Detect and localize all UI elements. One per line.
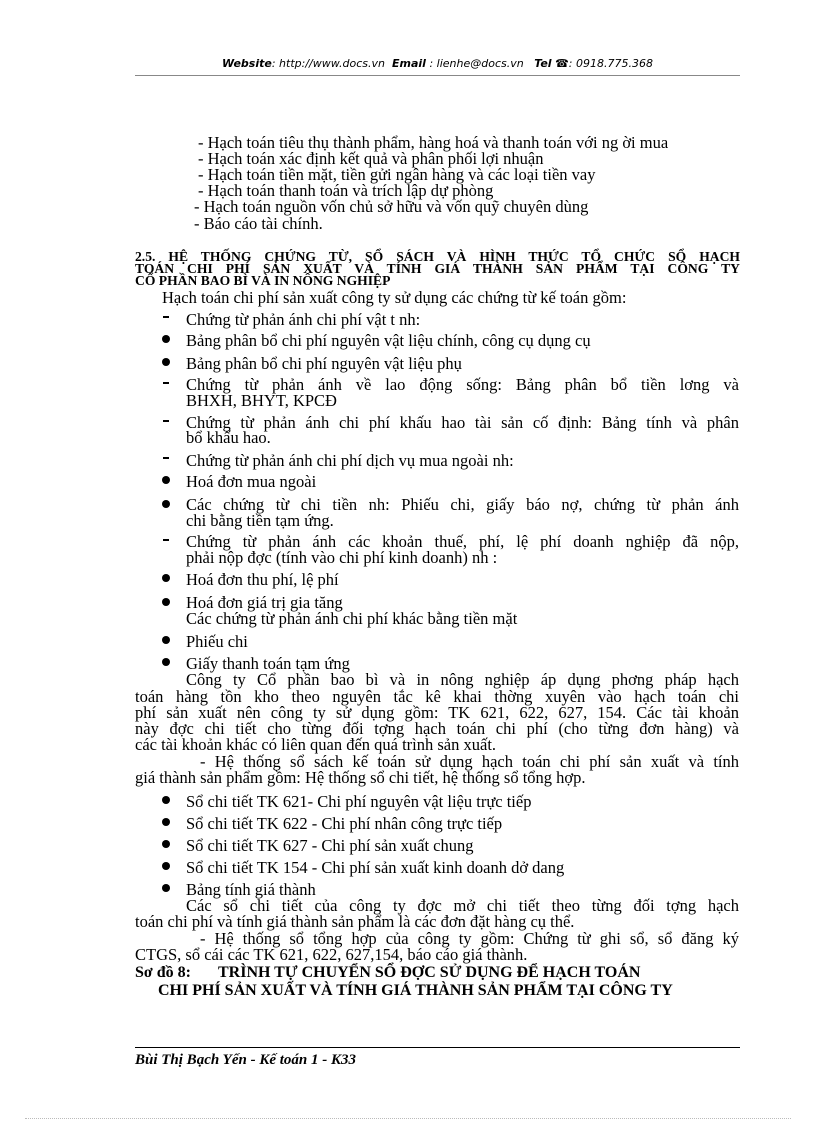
bullet-marker (162, 658, 170, 666)
bullet-marker (162, 574, 170, 582)
page-bottom-border (25, 1118, 791, 1119)
section-heading-line-2: TOÁN CHI PHÍ SẢN XUẤT VÀ TÍNH GIÁ THÀNH SẢN PHẨM TẠI CÔNG TY (135, 261, 740, 276)
list-item: Hoá đơn giá trị gia tăng (186, 593, 343, 612)
diagram-title-line-2: CHI PHÍ SẢN XUẤT VÀ TÍNH GIÁ THÀNH SẢN PHẨM TẠI CÔNG TY (158, 982, 673, 999)
dash-marker (163, 420, 169, 422)
page-header (135, 57, 740, 70)
bullet-marker (162, 335, 170, 343)
bullet-marker (162, 476, 170, 484)
intro-item-4: - Hạch toán thanh toán và trích lập dự phòng (198, 181, 494, 200)
paragraph-line: Các sổ chi tiết của công ty đợc mở chi tiết theo từng đối tợng hạch (186, 896, 739, 915)
paragraph-line: toán hàng tồn kho theo nguyên tắc kê khai thờng xuyên vào hạch toán chi (135, 687, 739, 706)
list-item: Các chứng từ chi tiền nh: Phiếu chi, giấy báo nợ, chứng từ phản ánh (186, 495, 739, 514)
dash-marker (163, 316, 169, 318)
paragraph-line: các tài khoản khác có liên quan đến quá trình sản xuất. (135, 735, 497, 754)
bullet-marker (162, 500, 170, 508)
paragraph-intro: Hạch toán chi phí sản xuất công ty sử dụng các chứng từ kế toán gồm: (162, 288, 627, 307)
paragraph-line: - Hệ thống sổ sách kế toán sử dụng hạch toán chi phí sản xuất và tính (200, 752, 739, 771)
list-item: Chứng từ phản ánh chi phí khấu hao tài sản cố định: Bảng tính và phân (186, 413, 739, 432)
email-label: Email (392, 57, 426, 70)
website-label: Website (222, 57, 272, 70)
bullet-marker (162, 840, 170, 848)
section-heading-line-3: CỔ PHẦN BAO BÌ VÀ IN NÔNG NGHIỆP (135, 273, 391, 288)
list-item-cont: BHXH, BHYT, KPCĐ (186, 391, 337, 410)
diagram-title-line-1: TRÌNH TỰ CHUYỂN SỔ ĐỢC SỬ DỤNG ĐỂ HẠCH TOÁN (218, 964, 641, 981)
intro-item-5: - Hạch toán nguồn vốn chủ sở hữu và vốn quỹ chuyên dùng (194, 197, 589, 216)
header-rule (135, 75, 740, 76)
paragraph-line: CTGS, sổ cái các TK 621, 622, 627,154, báo cáo giá thành. (135, 945, 528, 964)
intro-item-6: - Báo cáo tài chính. (194, 214, 323, 233)
bullet-marker (162, 818, 170, 826)
intro-item-1: - Hạch toán tiêu thụ thành phẩm, hàng hoá và thanh toán với ng ời mua (198, 133, 669, 152)
paragraph-line: - Hệ thống sổ tổng hợp của công ty gồm: Chứng từ ghi sổ, sổ đăng ký (200, 929, 739, 948)
list-item: Bảng tính giá thành (186, 880, 316, 899)
phone-icon: ☎ (555, 57, 569, 70)
list-item: Các chứng từ phản ánh chi phí khác bằng tiền mặt (186, 609, 518, 628)
list-item: Giấy thanh toán tạm ứng (186, 654, 350, 673)
bullet-marker (162, 862, 170, 870)
paragraph-line: Công ty Cổ phần bao bì và in nông nghiệp áp dụng phơng pháp hạch (186, 670, 739, 689)
tel-label: Tel (534, 57, 552, 70)
bullet-marker (162, 884, 170, 892)
bullet-marker (162, 598, 170, 606)
dash-marker (163, 539, 169, 541)
intro-item-2: - Hạch toán xác định kết quả và phân phối lợi nhuận (198, 149, 544, 168)
dash-marker (163, 382, 169, 384)
list-item: Sổ chi tiết TK 627 - Chi phí sản xuất chung (186, 836, 474, 855)
footer-author: Bùi Thị Bạch Yến - Kế toán 1 - K33 (135, 1052, 357, 1068)
list-item: Chứng từ phản ánh về lao động sống: Bảng phân bổ tiền lơng và (186, 375, 739, 394)
list-item: Hoá đơn thu phí, lệ phí (186, 570, 339, 589)
list-item: Phiếu chi (186, 632, 248, 651)
list-item: Chứng từ phản ánh các khoản thuế, phí, lệ phí doanh nghiệp đã nộp, (186, 532, 739, 551)
email-value: : lienhe@docs.vn (429, 57, 524, 70)
paragraph-line: phí sản xuất nên công ty sử dụng gồm: TK 621, 622, 627, 154. Các tài khoản (135, 703, 739, 722)
diagram-label: Sơ đồ 8: (135, 964, 191, 981)
paragraph-line: này đợc chi tiết cho từng đối tợng hạch toán chi phí (cho từng đơn hàng) và (135, 719, 739, 738)
list-item: Sổ chi tiết TK 622 - Chi phí nhân công trực tiếp (186, 814, 503, 833)
list-item: Hoá đơn mua ngoài (186, 472, 317, 491)
intro-item-3: - Hạch toán tiền mặt, tiền gửi ngân hàng và các loại tiền vay (198, 165, 596, 184)
list-item: Chứng từ phản ánh chi phí vật t nh: (186, 310, 421, 329)
bullet-marker (162, 796, 170, 804)
list-item: Sổ chi tiết TK 154 - Chi phí sản xuất kinh doanh dở dang (186, 858, 565, 877)
tel-value: : 0918.775.368 (568, 57, 653, 70)
paragraph-line: giá thành sản phẩm gồm: Hệ thống sổ chi tiết, hệ thống sổ tổng hợp. (135, 768, 586, 787)
list-item: Sổ chi tiết TK 621- Chi phí nguyên vật liệu trực tiếp (186, 792, 532, 811)
list-item-cont: chi bằng tiền tạm ứng. (186, 511, 334, 530)
list-item-cont: phải nộp đợc (tính vào chi phí kinh doanh) nh : (186, 548, 498, 567)
bullet-marker (162, 358, 170, 366)
list-item: Bảng phân bổ chi phí nguyên vật liệu chính, công cụ dụng cụ (186, 331, 591, 350)
section-heading-line-1: 2.5. HỆ THỐNG CHỨNG TỪ, SỔ SÁCH VÀ HÌNH THỨC TỔ CHỨC SỔ HẠCH (135, 249, 740, 264)
list-item: Bảng phân bổ chi phí nguyên vật liệu phụ (186, 354, 462, 373)
footer-rule (135, 1047, 740, 1048)
list-item: Chứng từ phản ánh chi phí dịch vụ mua ngoài nh: (186, 451, 514, 470)
bullet-marker (162, 636, 170, 644)
website-value: : http://www.docs.vn (271, 57, 386, 70)
paragraph-line: toán chi phí và tính giá thành sản phẩm là các đơn đặt hàng cụ thể. (135, 912, 575, 931)
dash-marker (163, 457, 169, 459)
list-item-cont: bổ khấu hao. (186, 428, 271, 447)
